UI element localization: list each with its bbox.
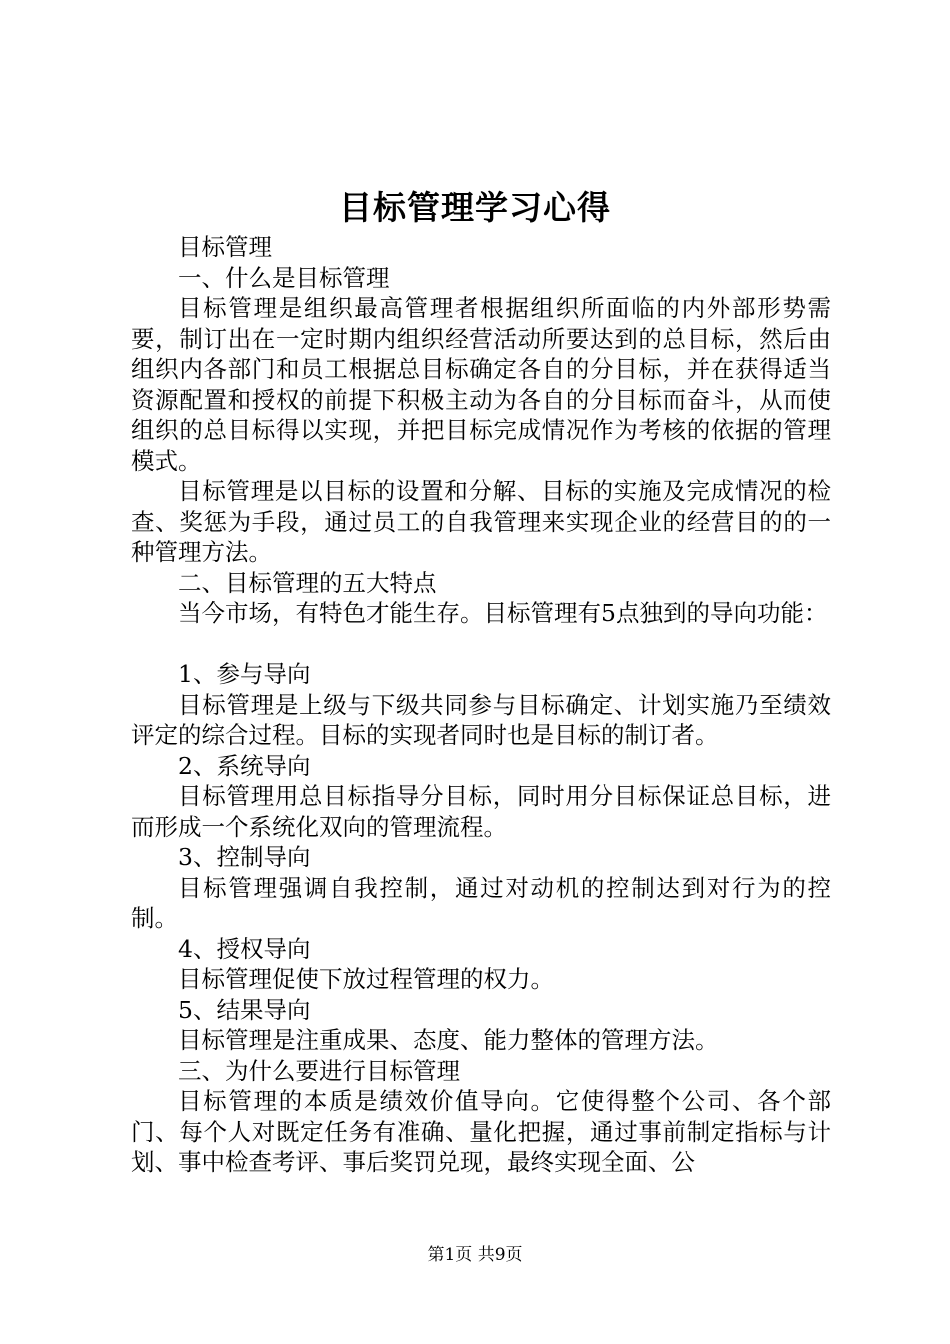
paragraph: 目标管理促使下放过程管理的权力。 — [178, 965, 554, 993]
subsection-heading: 3、控制导向 — [178, 843, 311, 871]
section-heading: 二、目标管理的五大特点 — [178, 568, 437, 597]
subsection-heading: 1、参与导向 — [178, 660, 311, 688]
subsection-heading: 4、授权导向 — [178, 934, 311, 963]
paragraph: 目标管理强调自我控制，通过对动机的控制达到对行为的控制。 — [131, 873, 831, 932]
page-footer: 第1页 共9页 — [427, 1245, 523, 1265]
paragraph: 当今市场，有特色才能生存。目标管理有5点独到的导向功能： — [178, 599, 828, 627]
paragraph: 目标管理是组织最高管理者根据组织所面临的内外部形势需要，制订出在一定时期内组织经营活动所要达到的总目标，然后由组织内各部门和员工根据总目标确定各自的分目标，并在获得适当资源配置和授权的前提下积极主动为各自的分目标而奋斗，从而使组织的总目标得以实现，并把目标完成情况作为考核的依据的管理模式。 — [131, 294, 831, 475]
paragraph: 目标管理的本质是绩效价值导向。它使得整个公司、各个部门、每个人对既定任务有准确、量化把握，通过事前制定指标与计划、事中检查考评、事后奖罚兑现，最终实现全面、公 — [131, 1087, 831, 1176]
paragraph-heading: 目标管理 — [178, 233, 272, 261]
document-body — [131, 232, 831, 1178]
document-title: 目标管理学习心得 — [339, 188, 611, 227]
paragraph: 目标管理是以目标的设置和分解、目标的实施及完成情况的检查、奖惩为手段，通过员工的自我管理来实现企业的经营目的的一种管理方法。 — [131, 477, 831, 566]
subsection-heading: 5、结果导向 — [178, 995, 311, 1024]
paragraph: 目标管理是上级与下级共同参与目标确定、计划实施乃至绩效评定的综合过程。目标的实现者同时也是目标的制订者。 — [131, 690, 831, 749]
section-heading: 三、为什么要进行目标管理 — [178, 1056, 460, 1085]
subsection-heading: 2、系统导向 — [178, 751, 311, 780]
section-heading: 一、什么是目标管理 — [178, 263, 390, 292]
paragraph: 目标管理是注重成果、态度、能力整体的管理方法。 — [178, 1026, 719, 1054]
paragraph: 目标管理用总目标指导分目标，同时用分目标保证总目标，进而形成一个系统化双向的管理流程。 — [131, 782, 831, 841]
